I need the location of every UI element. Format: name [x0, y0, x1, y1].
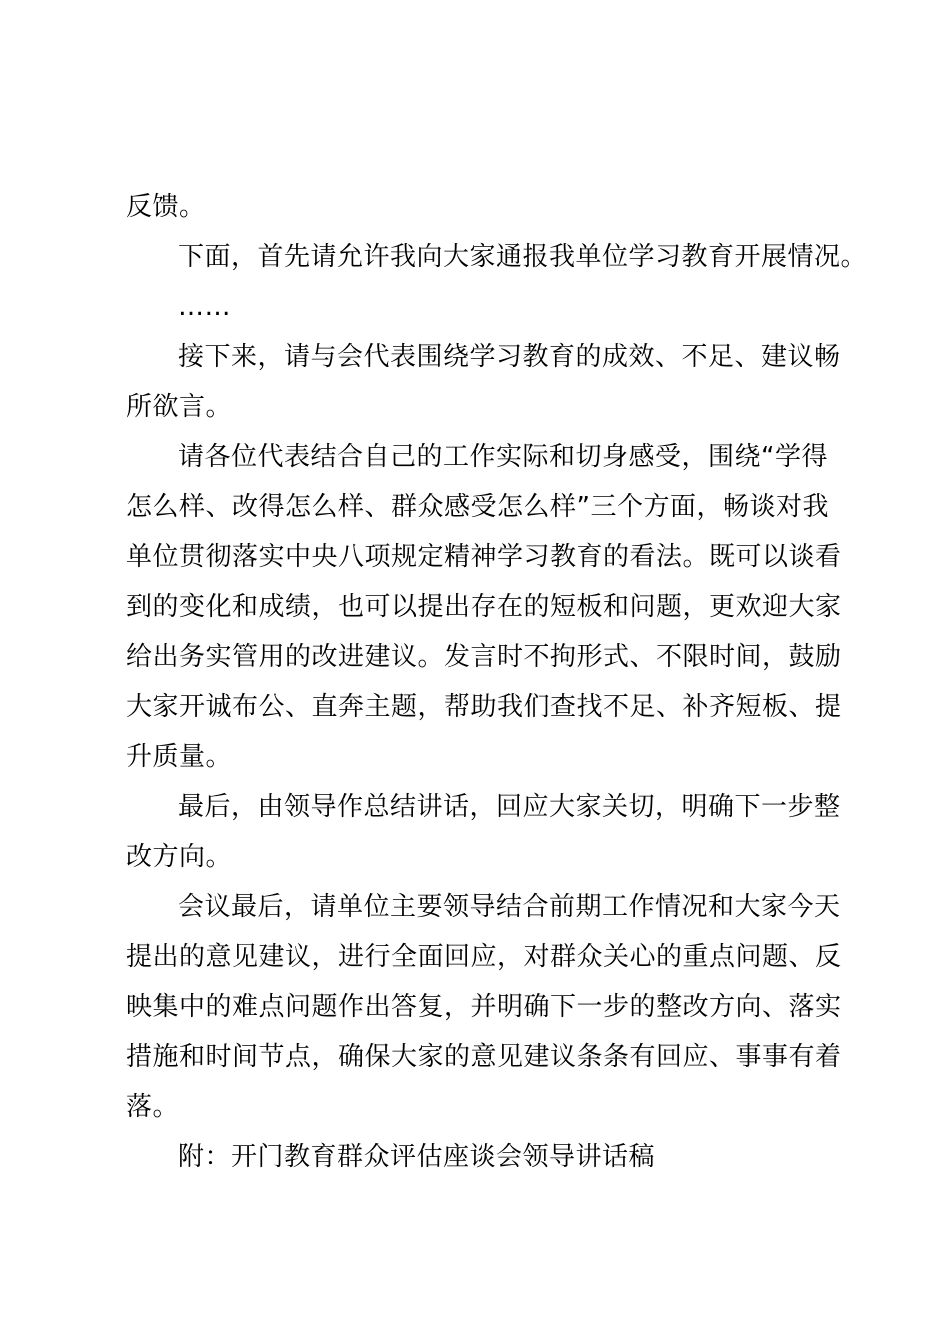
- text-line-8: 单位贯彻落实中央八项规定精神学习教育的看法。既可以谈看: [126, 542, 842, 572]
- text-line-11: 大家开诚布公、直奔主题，帮助我们查找不足、补齐短板、提: [126, 692, 842, 722]
- text-line-14: 改方向。: [126, 842, 233, 872]
- text-line-5: 所欲言。: [126, 392, 233, 422]
- text-line-15: 会议最后，请单位主要领导结合前期工作情况和大家今天: [178, 892, 841, 922]
- text-line-2: 下面，首先请允许我向大家通报我单位学习教育开展情况。: [178, 242, 868, 272]
- text-line-13: 最后，由领导作总结讲话，回应大家关切，明确下一步整: [178, 792, 841, 822]
- text-line-4: 接下来，请与会代表围绕学习教育的成效、不足、建议畅: [178, 342, 841, 372]
- text-line-1: 反馈。: [126, 192, 206, 222]
- text-line-20: 附：开门教育群众评估座谈会领导讲话稿: [178, 1142, 656, 1172]
- text-line-6: 请各位代表结合自己的工作实际和切身感受，围绕“学得: [178, 442, 828, 472]
- text-line-19: 落。: [126, 1092, 180, 1122]
- text-line-7: 怎么样、改得怎么样、群众感受怎么样”三个方面，畅谈对我: [126, 492, 829, 522]
- text-line-12: 升质量。: [126, 742, 233, 772]
- text-line-3: ……: [178, 292, 231, 322]
- text-line-16: 提出的意见建议，进行全面回应，对群众关心的重点问题、反: [126, 942, 842, 972]
- text-line-9: 到的变化和成绩，也可以提出存在的短板和问题，更欢迎大家: [126, 592, 842, 622]
- text-line-17: 映集中的难点问题作出答复，并明确下一步的整改方向、落实: [126, 992, 842, 1022]
- text-line-18: 措施和时间节点，确保大家的意见建议条条有回应、事事有着: [126, 1042, 842, 1072]
- text-line-10: 给出务实管用的改进建议。发言时不拘形式、不限时间，鼓励: [126, 642, 842, 672]
